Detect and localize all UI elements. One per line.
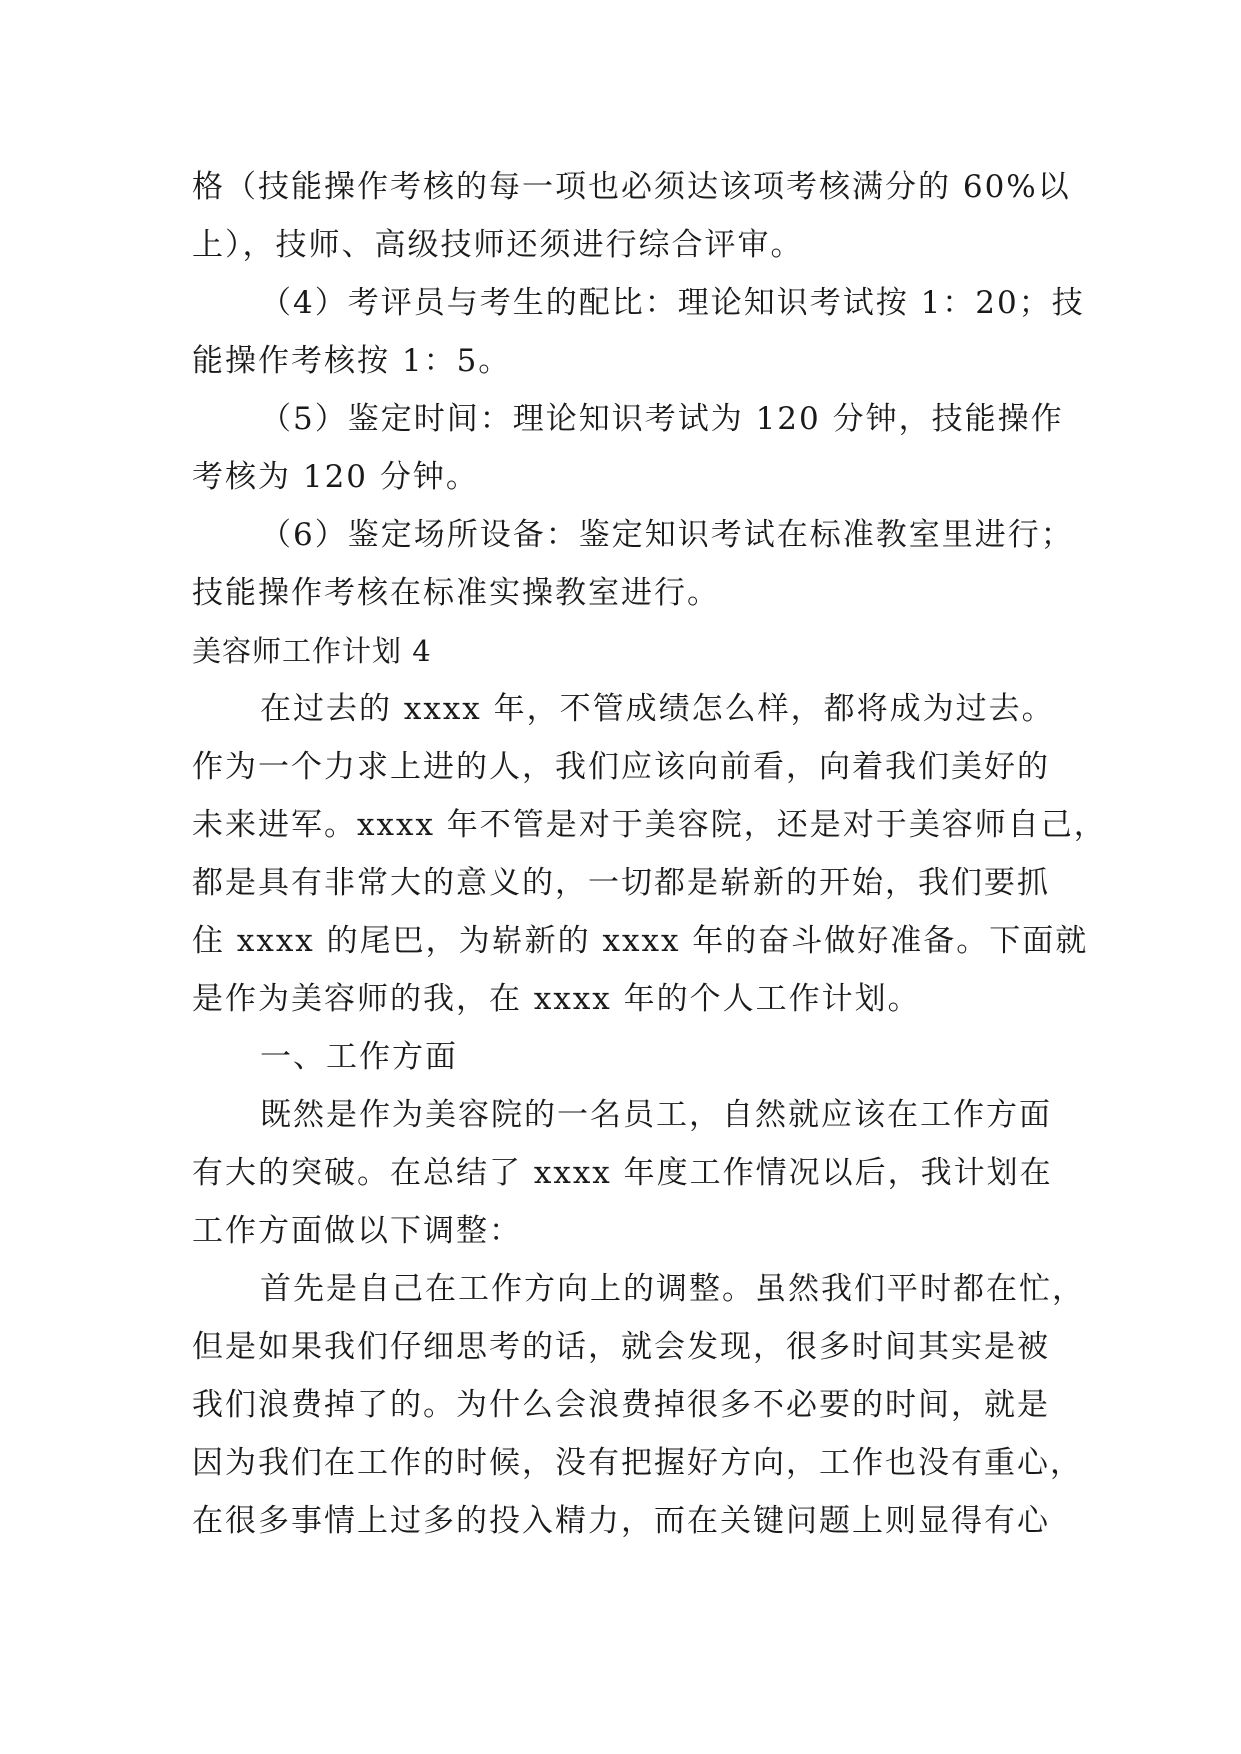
- text-line: 在很多事情上过多的投入精力，而在关键问题上则显得有心: [192, 1503, 1050, 1539]
- text-line: 既然是作为美容院的一名员工，自然就应该在工作方面: [260, 1097, 1052, 1133]
- text-line: 因为我们在工作的时候，没有把握好方向，工作也没有重心，: [192, 1445, 1083, 1481]
- text-line: 在过去的 xxxx 年，不管成绩怎么样，都将成为过去。: [260, 691, 1055, 727]
- text-line: 考核为 120 分钟。: [192, 459, 479, 495]
- subsection-heading: 一、工作方面: [260, 1039, 458, 1075]
- text-line: 格（技能操作考核的每一项也必须达该项考核满分的 60%以: [192, 169, 1071, 205]
- text-line: 能操作考核按 1：5。: [192, 343, 512, 379]
- text-line: 但是如果我们仔细思考的话，就会发现，很多时间其实是被: [192, 1329, 1050, 1365]
- text-line: 上），技师、高级技师还须进行综合评审。: [192, 227, 804, 263]
- text-line: （4）考评员与考生的配比：理论知识考试按 1：20；技: [260, 285, 1085, 321]
- text-line: 工作方面做以下调整：: [192, 1213, 522, 1249]
- text-line: 未来进军。xxxx 年不管是对于美容院，还是对于美容师自己，: [192, 807, 1107, 843]
- text-line: 是作为美容师的我，在 xxxx 年的个人工作计划。: [192, 981, 921, 1017]
- text-line: 我们浪费掉了的。为什么会浪费掉很多不必要的时间，就是: [192, 1387, 1050, 1423]
- section-title: 美容师工作计划 4: [192, 634, 432, 668]
- text-line: （6）鉴定场所设备：鉴定知识考试在标准教室里进行；: [260, 517, 1074, 553]
- text-line: 技能操作考核在标准实操教室进行。: [192, 575, 720, 611]
- text-line: 都是具有非常大的意义的，一切都是崭新的开始，我们要抓: [192, 865, 1050, 901]
- text-line: （5）鉴定时间：理论知识考试为 120 分钟，技能操作: [260, 401, 1064, 437]
- text-line: 首先是自己在工作方向上的调整。虽然我们平时都在忙，: [260, 1271, 1085, 1307]
- text-line: 有大的突破。在总结了 xxxx 年度工作情况以后，我计划在: [192, 1155, 1053, 1191]
- text-line: 住 xxxx 的尾巴，为崭新的 xxxx 年的奋斗做好准备。下面就: [192, 923, 1089, 959]
- document-body: [192, 158, 1107, 1550]
- text-line: 作为一个力求上进的人，我们应该向前看，向着我们美好的: [192, 749, 1050, 785]
